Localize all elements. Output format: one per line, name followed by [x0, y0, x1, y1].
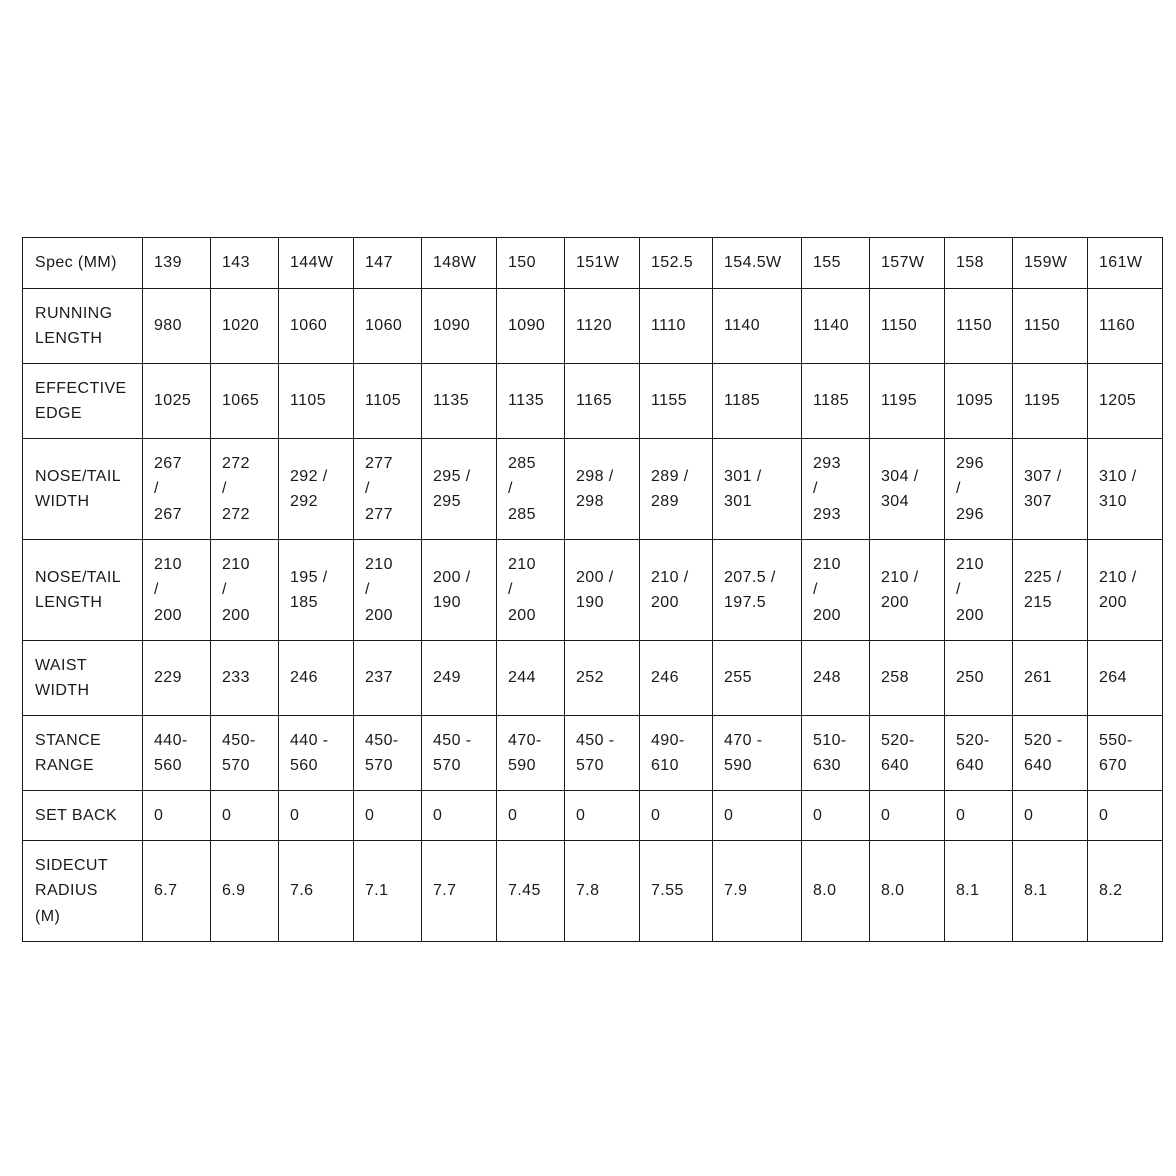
table-cell: 293 / 293 — [802, 439, 870, 540]
row-label: WAIST WIDTH — [23, 641, 143, 716]
size-header: 154.5W — [713, 238, 802, 289]
table-cell: 0 — [565, 791, 640, 841]
table-cell: 550- 670 — [1088, 716, 1163, 791]
table-cell: 1150 — [945, 289, 1013, 364]
table-cell: 210 / 200 — [870, 540, 945, 641]
table-cell: 264 — [1088, 641, 1163, 716]
table-cell: 1150 — [1013, 289, 1088, 364]
row-label: NOSE/TAIL WIDTH — [23, 439, 143, 540]
size-header: 152.5 — [640, 238, 713, 289]
table-cell: 307 / 307 — [1013, 439, 1088, 540]
table-cell: 0 — [211, 791, 279, 841]
table-cell: 8.0 — [802, 841, 870, 942]
table-cell: 7.45 — [497, 841, 565, 942]
table-cell: 200 / 190 — [422, 540, 497, 641]
table-cell: 470 - 590 — [713, 716, 802, 791]
table-cell: 1135 — [497, 364, 565, 439]
table-cell: 450- 570 — [211, 716, 279, 791]
table-cell: 237 — [354, 641, 422, 716]
table-cell: 246 — [640, 641, 713, 716]
table-cell: 0 — [497, 791, 565, 841]
size-header: 150 — [497, 238, 565, 289]
table-cell: 1150 — [870, 289, 945, 364]
table-cell: 6.7 — [143, 841, 211, 942]
table-cell: 6.9 — [211, 841, 279, 942]
table-cell: 0 — [1088, 791, 1163, 841]
table-cell: 1105 — [354, 364, 422, 439]
table-cell: 225 / 215 — [1013, 540, 1088, 641]
table-cell: 1205 — [1088, 364, 1163, 439]
table-cell: 1060 — [279, 289, 354, 364]
table-cell: 1065 — [211, 364, 279, 439]
table-cell: 1090 — [422, 289, 497, 364]
table-row — [23, 641, 1163, 716]
table-cell: 304 / 304 — [870, 439, 945, 540]
table-cell: 7.9 — [713, 841, 802, 942]
table-cell: 1025 — [143, 364, 211, 439]
table-cell: 255 — [713, 641, 802, 716]
table-cell: 267 / 267 — [143, 439, 211, 540]
table-cell: 1155 — [640, 364, 713, 439]
table-cell: 277 / 277 — [354, 439, 422, 540]
table-cell: 1185 — [802, 364, 870, 439]
row-label: STANCE RANGE — [23, 716, 143, 791]
table-cell: 1140 — [802, 289, 870, 364]
table-cell: 210 / 200 — [1088, 540, 1163, 641]
table-cell: 0 — [422, 791, 497, 841]
table-cell: 8.1 — [1013, 841, 1088, 942]
table-row — [23, 439, 1163, 540]
table-cell: 298 / 298 — [565, 439, 640, 540]
table-cell: 1095 — [945, 364, 1013, 439]
table-cell: 248 — [802, 641, 870, 716]
table-cell: 7.7 — [422, 841, 497, 942]
table-cell: 285 / 285 — [497, 439, 565, 540]
size-header: 139 — [143, 238, 211, 289]
row-label: RUNNING LENGTH — [23, 289, 143, 364]
table-cell: 0 — [354, 791, 422, 841]
table-cell: 0 — [640, 791, 713, 841]
table-cell: 7.55 — [640, 841, 713, 942]
table-cell: 1020 — [211, 289, 279, 364]
table-cell: 8.2 — [1088, 841, 1163, 942]
size-header: 158 — [945, 238, 1013, 289]
table-cell: 210 / 200 — [802, 540, 870, 641]
header-row — [23, 238, 1163, 289]
table-cell: 490- 610 — [640, 716, 713, 791]
table-cell: 7.1 — [354, 841, 422, 942]
table-cell: 0 — [279, 791, 354, 841]
size-header: 155 — [802, 238, 870, 289]
size-header: 157W — [870, 238, 945, 289]
table-cell: 520- 640 — [945, 716, 1013, 791]
row-label: NOSE/TAIL LENGTH — [23, 540, 143, 641]
table-cell: 296 / 296 — [945, 439, 1013, 540]
size-header: 144W — [279, 238, 354, 289]
table-cell: 1120 — [565, 289, 640, 364]
table-cell: 510- 630 — [802, 716, 870, 791]
table-cell: 258 — [870, 641, 945, 716]
table-cell: 229 — [143, 641, 211, 716]
table-cell: 210 / 200 — [143, 540, 211, 641]
table-row — [23, 540, 1163, 641]
row-label: SIDECUT RADIUS (M) — [23, 841, 143, 942]
table-cell: 1110 — [640, 289, 713, 364]
table-cell: 250 — [945, 641, 1013, 716]
table-cell: 244 — [497, 641, 565, 716]
table-cell: 1090 — [497, 289, 565, 364]
table-cell: 272 / 272 — [211, 439, 279, 540]
table-cell: 440- 560 — [143, 716, 211, 791]
table-cell: 246 — [279, 641, 354, 716]
table-cell: 980 — [143, 289, 211, 364]
table-row — [23, 716, 1163, 791]
table-cell: 210 / 200 — [497, 540, 565, 641]
table-cell: 7.8 — [565, 841, 640, 942]
table-cell: 233 — [211, 641, 279, 716]
table-cell: 210 / 200 — [640, 540, 713, 641]
table-cell: 301 / 301 — [713, 439, 802, 540]
table-cell: 210 / 200 — [945, 540, 1013, 641]
header-label: Spec (MM) — [23, 238, 143, 289]
row-label: EFFECTIVE EDGE — [23, 364, 143, 439]
table-cell: 289 / 289 — [640, 439, 713, 540]
table-cell: 450 - 570 — [422, 716, 497, 791]
table-cell: 210 / 200 — [211, 540, 279, 641]
table-cell: 440 - 560 — [279, 716, 354, 791]
table-cell: 0 — [143, 791, 211, 841]
size-header: 151W — [565, 238, 640, 289]
table-cell: 1185 — [713, 364, 802, 439]
table-cell: 210 / 200 — [354, 540, 422, 641]
table-cell: 1195 — [870, 364, 945, 439]
table-cell: 8.0 — [870, 841, 945, 942]
table-cell: 1160 — [1088, 289, 1163, 364]
table-cell: 0 — [713, 791, 802, 841]
size-header: 148W — [422, 238, 497, 289]
table-cell: 8.1 — [945, 841, 1013, 942]
table-cell: 1105 — [279, 364, 354, 439]
spec-table — [22, 237, 1163, 942]
table-cell: 249 — [422, 641, 497, 716]
table-cell: 0 — [1013, 791, 1088, 841]
table-cell: 450 - 570 — [565, 716, 640, 791]
size-header: 159W — [1013, 238, 1088, 289]
table-cell: 1195 — [1013, 364, 1088, 439]
table-cell: 0 — [945, 791, 1013, 841]
table-cell: 1165 — [565, 364, 640, 439]
table-cell: 207.5 / 197.5 — [713, 540, 802, 641]
table-cell: 0 — [870, 791, 945, 841]
table-row — [23, 791, 1163, 841]
table-cell: 7.6 — [279, 841, 354, 942]
table-cell: 200 / 190 — [565, 540, 640, 641]
table-cell: 310 / 310 — [1088, 439, 1163, 540]
table-cell: 261 — [1013, 641, 1088, 716]
table-row — [23, 841, 1163, 942]
size-header: 147 — [354, 238, 422, 289]
table-cell: 470- 590 — [497, 716, 565, 791]
table-cell: 195 / 185 — [279, 540, 354, 641]
table-cell: 520 - 640 — [1013, 716, 1088, 791]
table-cell: 295 / 295 — [422, 439, 497, 540]
table-cell: 0 — [802, 791, 870, 841]
table-row — [23, 289, 1163, 364]
size-header: 143 — [211, 238, 279, 289]
table-cell: 520- 640 — [870, 716, 945, 791]
table-cell: 292 / 292 — [279, 439, 354, 540]
table-cell: 252 — [565, 641, 640, 716]
row-label: SET BACK — [23, 791, 143, 841]
table-cell: 1135 — [422, 364, 497, 439]
size-header: 161W — [1088, 238, 1163, 289]
table-cell: 1060 — [354, 289, 422, 364]
table-cell: 450- 570 — [354, 716, 422, 791]
table-row — [23, 364, 1163, 439]
table-cell: 1140 — [713, 289, 802, 364]
